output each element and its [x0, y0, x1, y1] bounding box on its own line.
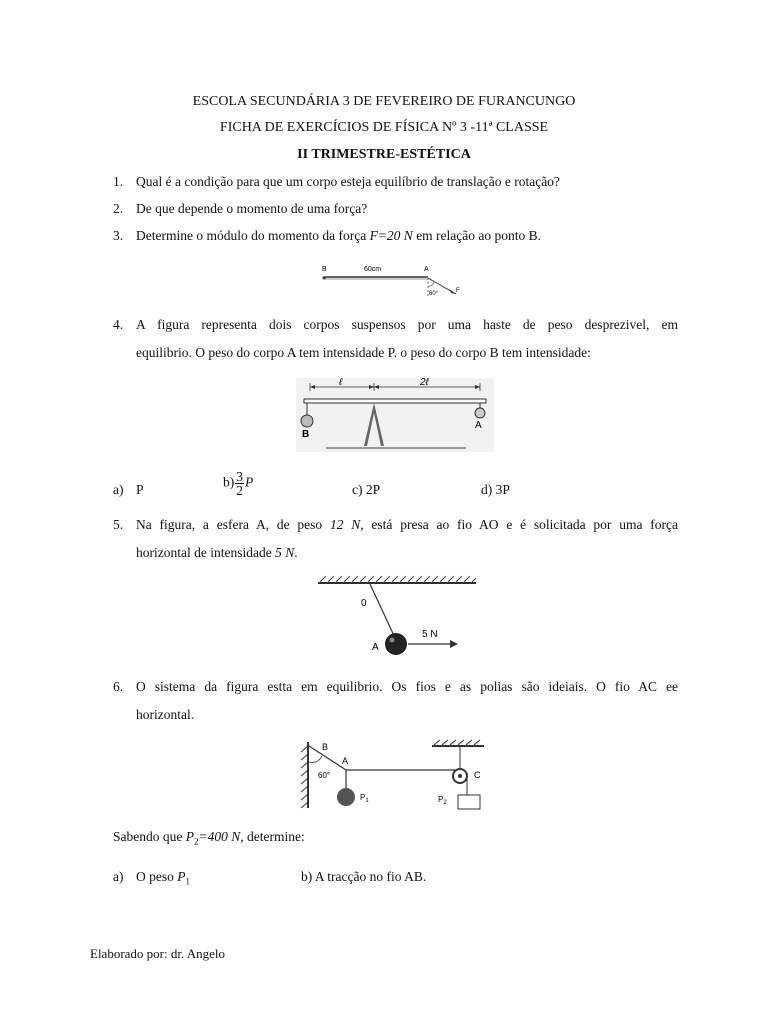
q1-number: 1. — [113, 174, 124, 189]
q3-figure — [318, 262, 468, 302]
q4-fig-right-len: 2ℓ — [420, 377, 429, 388]
q6-line1: O sistema da figura estta em equilibrio. Os fios e as polias são ideiais. O fio AC ee — [136, 679, 678, 694]
school-name: ESCOLA SECUNDÁRIA 3 DE FEVEREIRO DE FURANCUNGO — [192, 94, 576, 109]
q3-number: 3. — [113, 228, 124, 243]
q6-fig-label-b: B — [322, 742, 329, 752]
q4-fig-label-b: B — [302, 429, 310, 440]
q6-fig-label-c: C — [474, 770, 481, 780]
q6-figure — [298, 740, 490, 814]
q6-fig-label-p1: $P_1$ — [360, 793, 369, 804]
q6-given: Sabendo que $P_2=400$ N, determine: — [113, 829, 305, 847]
q1-text: Qual é a condição para que um corpo esteja equilíbrio de translação e rotação? — [136, 174, 560, 189]
q6-fig-label-a: A — [342, 756, 349, 766]
q5-figure — [316, 578, 478, 662]
q4-option-a-letter: a) — [113, 482, 124, 497]
footer-author: Elaborado por: dr. Angelo — [90, 946, 226, 961]
q4-option-a: P — [136, 482, 144, 497]
q4-fig-label-a: A — [475, 420, 482, 431]
q6-option-a-letter: a) — [113, 869, 124, 884]
q3-fig-length: 60cm — [364, 266, 382, 273]
q3-text: Determine o módulo do momento da força F=20 N em relação ao ponto B. — [136, 228, 542, 243]
q5-line1: Na figura, a esfera A, de peso 12 N, está presa ao fio AO e é solicitada por uma força — [136, 517, 678, 532]
q4-option-b: b) $\frac{3}{2}$ P — [223, 469, 254, 498]
q3-fig-force: F — [456, 288, 460, 294]
term-title: II TRIMESTRE-ESTÉTICA — [297, 147, 471, 162]
q6-fig-angle: 60° — [318, 771, 331, 780]
q3-math: F=20 N — [369, 228, 413, 243]
q2-number: 2. — [113, 201, 124, 216]
q6-option-b: b) A tracção no fio AB. — [301, 869, 427, 884]
q4-figure — [296, 378, 494, 452]
q3-fig-label-a: A — [424, 266, 429, 273]
q4-fig-left-len: ℓ — [339, 377, 343, 388]
q2-text: De que depende o momento de uma força? — [136, 201, 368, 216]
q5-fig-force: 5 N — [422, 629, 438, 640]
q5-fig-label-o: 0 — [361, 598, 367, 609]
q5-line2: horizontal de intensidade 5 N. — [136, 545, 298, 560]
q5-number: 5. — [113, 517, 124, 532]
q3-fig-angle: 60° — [429, 291, 439, 297]
q4-line1: A figura representa dois corpos suspensos por uma haste de peso desprezivel, em — [136, 317, 678, 332]
q3-fig-label-b: B — [322, 266, 327, 273]
q6-line2: horizontal. — [136, 707, 195, 722]
q5-fig-label-a: A — [372, 642, 379, 653]
q4-option-c: c) 2P — [352, 482, 381, 497]
q6-number: 6. — [113, 679, 124, 694]
q4-number: 4. — [113, 317, 124, 332]
q4-option-d: d) 3P — [481, 482, 510, 497]
q4-line2: equilibrio. O peso do corpo A tem intensidade P. o peso do corpo B tem intensidade: — [136, 345, 591, 360]
sheet-title: FICHA DE EXERCÍCIOS DE FÍSICA Nº 3 -11ª CLASSE — [219, 120, 549, 135]
q6-option-a: O peso $P_1$ — [136, 869, 190, 887]
q6-fig-label-p2: $P_2$ — [438, 795, 447, 806]
